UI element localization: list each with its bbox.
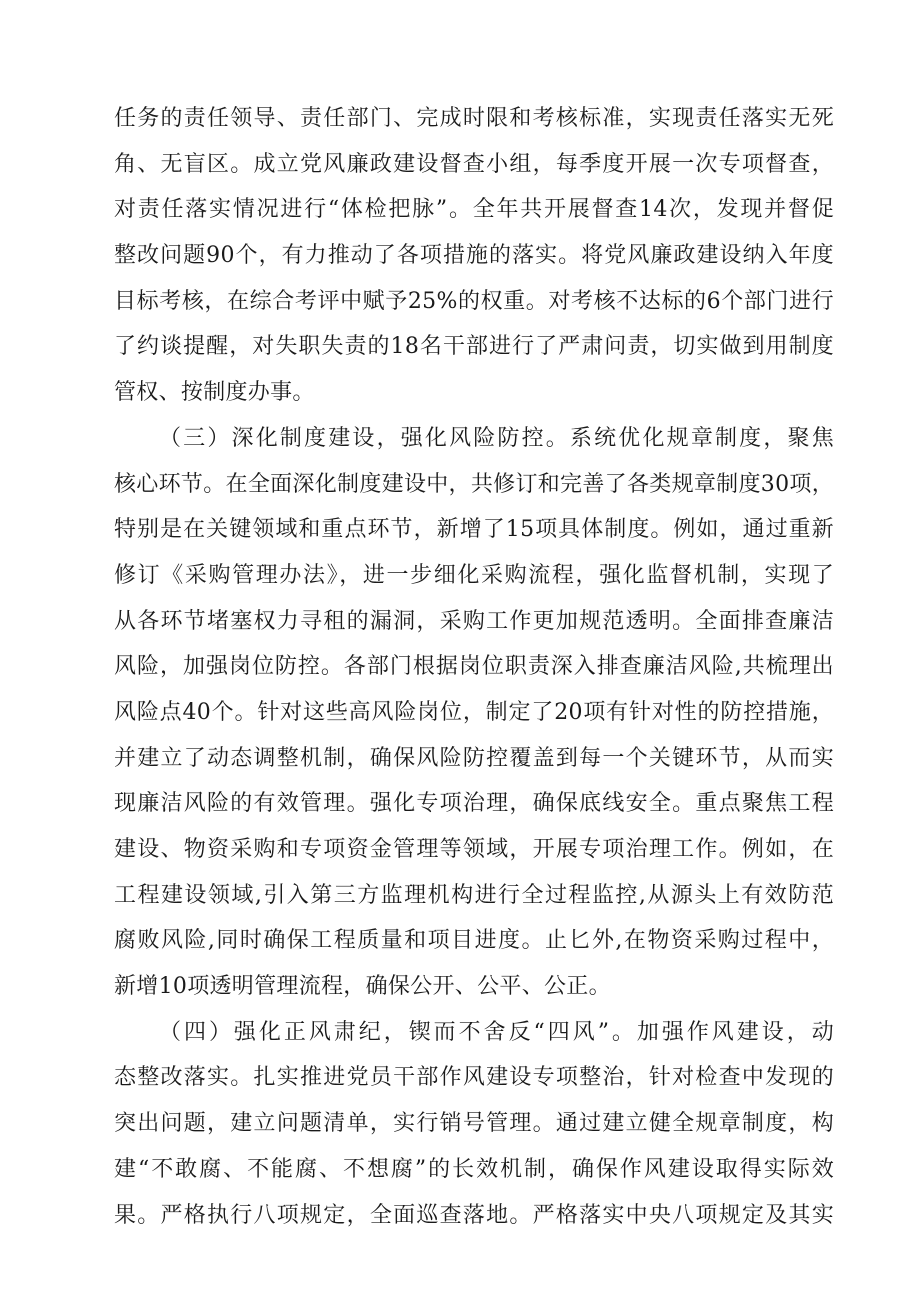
text-line: 态整改落实。扎实推进党员干部作风建设专项整治，针对检查中发现的 <box>114 1065 834 1091</box>
text-line: 了约谈提醒，对失职失责的18名干部进行了严肃问责，切实做到用制度 <box>114 334 834 360</box>
text-line: 对责任落实情况进行“体检把脉”。全年共开展督查14次，发现并督促 <box>114 197 834 223</box>
text-line: 建“不敢腐、不能腐、不想腐”的长效机制，确保作风建设取得实际效 <box>114 1156 834 1182</box>
text-line: 并建立了动态调整机制，确保风险防控覆盖到每一个关键环节，从而实 <box>114 745 834 771</box>
text-line: 核心环节。在全面深化制度建设中，共修订和完善了各类规章制度30项， <box>114 471 834 497</box>
section-heading-line: （三）深化制度建设，强化风险防控。系统优化规章制度，聚焦 <box>159 425 834 451</box>
text-line: 突出问题，建立问题清单，实行销号管理。通过建立健全规章制度，构 <box>114 1111 834 1137</box>
section-heading-line: （四）强化正风肃纪，锲而不舍反“四风”。加强作风建设，动 <box>159 1019 834 1045</box>
text-line: 特别是在关键领域和重点环节，新增了15项具体制度。例如，通过重新 <box>114 517 834 543</box>
paragraph-end-line: 新增10项透明管理流程，确保公开、公平、公正。 <box>114 974 611 1000</box>
text-line: 风险，加强岗位防控。各部门根据岗位职责深入排查廉洁风险,共梳理出 <box>114 654 834 680</box>
text-line: 任务的责任领导、责任部门、完成时限和考核标准，实现责任落实无死 <box>114 106 834 131</box>
text-line: 修订《采购管理办法》，进一步细化采购流程，强化监督机制，实现了 <box>114 562 834 588</box>
text-line: 现廉洁风险的有效管理。强化专项治理，确保底线安全。重点聚焦工程 <box>114 791 834 817</box>
body-text <box>114 96 834 1238</box>
text-line: 腐败风险,同时确保工程质量和项目进度。止匕外,在物资采购过程中， <box>114 928 834 954</box>
text-line: 建设、物资采购和专项资金管理等领域，开展专项治理工作。例如，在 <box>114 837 834 862</box>
text-line: 工程建设领域,引入第三方监理机构进行全过程监控,从源头上有效防范 <box>114 882 834 908</box>
text-line: 角、无盲区。成立党风廉政建设督查小组，每季度开展一次专项督查， <box>114 151 834 177</box>
text-line: 从各环节堵塞权力寻租的漏洞，采购工作更加规范透明。全面排查廉洁 <box>114 608 834 634</box>
paragraph-end-line: 管权、按制度办事。 <box>114 380 315 406</box>
text-line: 风险点40个。针对这些高风险岗位，制定了20项有针对性的防控措施， <box>114 699 834 725</box>
text-line: 整改问题90个，有力推动了各项措施的落实。将党风廉政建设纳入年度 <box>114 243 834 269</box>
text-line: 果。严格执行八项规定，全面巡查落地。严格落实中央八项规定及其实 <box>114 1202 834 1228</box>
text-line: 目标考核，在综合考评中赋予25%的权重。对考核不达标的6个部门进行 <box>114 288 834 314</box>
